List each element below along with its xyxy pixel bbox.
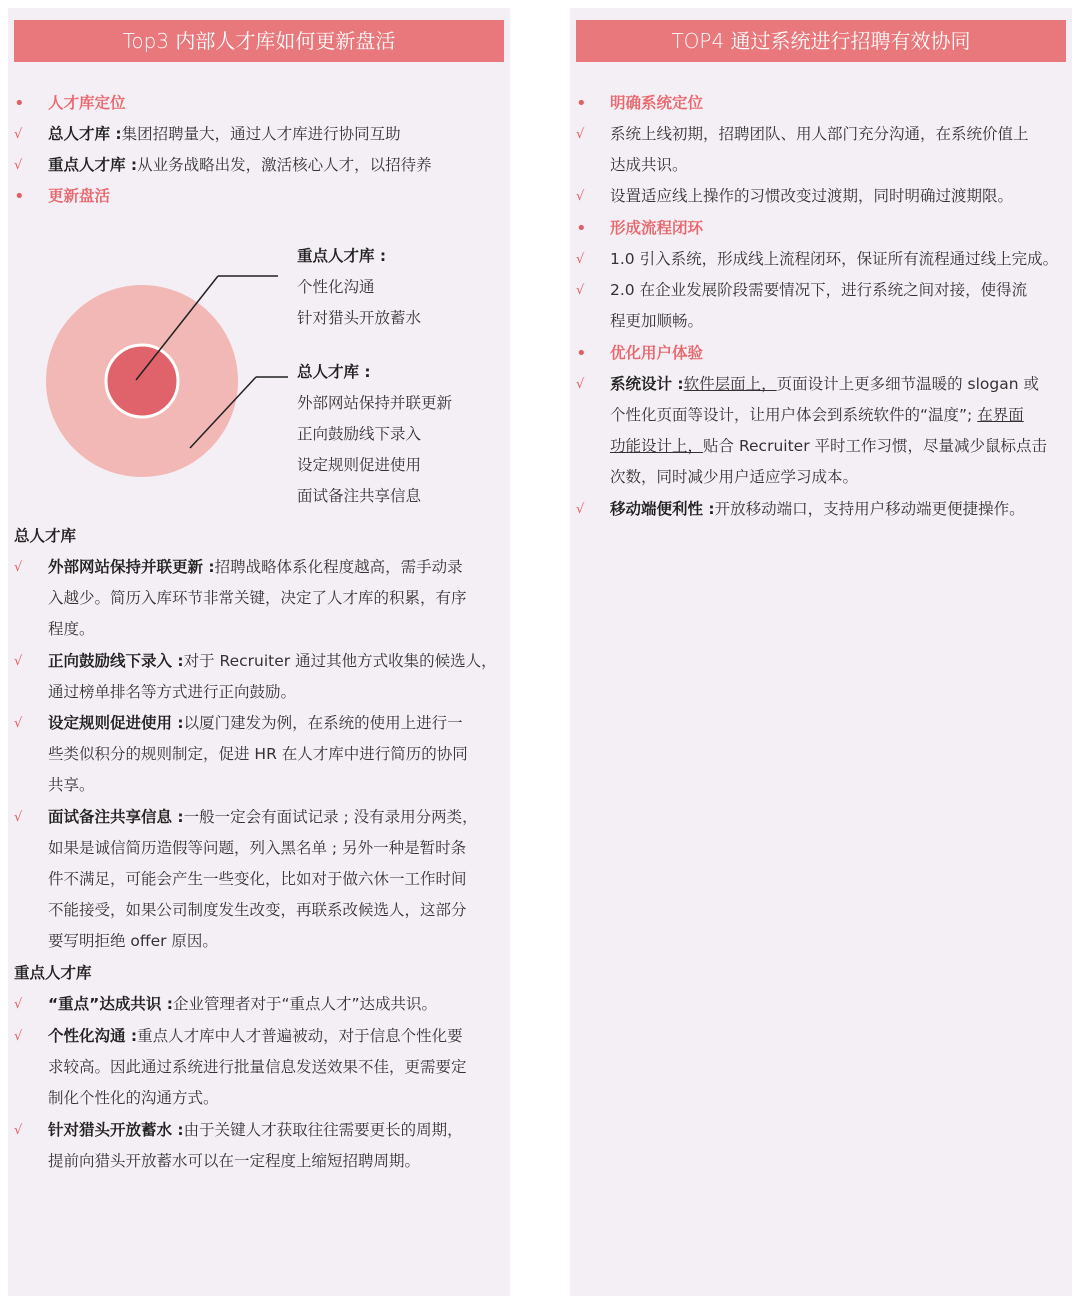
heading-key-pool: 重点人才库	[14, 964, 92, 982]
right-panel	[570, 8, 1072, 1296]
bullet-icon: •	[14, 186, 25, 207]
right-banner-title: TOP4 通过系统进行招聘有效协同	[576, 20, 1066, 62]
diagram-label-general-pool: 总人才库 : 外部网站保持并联更新 正向鼓励线下录入 设定规则促进使用 面试备注共享信息	[297, 363, 453, 505]
list-item: √ 面试备注共享信息 :一般一定会有面试记录 ; 没有录用分两类， 如果是诚信简历造假等问题，列入黑名单 ; 另外一种是暂时条 件不满足，可能会产生一些变化，比如对于做六休一工作时间 不能接受，如果公司制度发生改变，再联系改候选人，这部分 要写明拒绝 offer 原因。	[14, 802, 502, 957]
list-item: √ 重点人才库 :从业务战略出发，激活核心人才，以招待养	[14, 150, 502, 181]
list-item: √ “重点”达成共识 :企业管理者对于“重点人才”达成共识。	[14, 989, 502, 1020]
section-process-loop: • 形成流程闭环	[576, 213, 1064, 244]
list-item: √ 系统上线初期，招聘团队、用人部门充分沟通，在系统价值上 达成共识。	[576, 119, 1064, 181]
check-icon: √	[576, 189, 585, 204]
section-talent-pool-positioning: • 人才库定位	[14, 88, 502, 119]
outer-circle-general-pool	[46, 285, 238, 477]
list-item: √ 2.0 在企业发展阶段需要情况下，进行系统之间对接，使得流 程更加顺畅。	[576, 275, 1064, 337]
list-item-system-design: √ 系统设计 :软件层面上，页面设计上更多细节温暖的 slogan 或 个性化页面等设计，让用户体会到系统软件的“温度”; 在界面 功能设计上，贴合 Recruiter 平时工作习惯，尽量减少鼠标点击 次数，同时减少用户适应学习成本。	[576, 369, 1064, 493]
check-icon: √	[576, 377, 585, 392]
bullet-icon: •	[576, 93, 587, 114]
inner-circle-key-pool	[106, 345, 178, 417]
check-icon: √	[14, 1123, 23, 1138]
heading-general-pool: 总人才库	[14, 527, 77, 545]
diagram-label-key-pool: 重点人才库 : 个性化沟通 针对猎头开放蓄水	[297, 247, 422, 327]
bullet-icon: •	[576, 343, 587, 364]
list-item: √ 设置适应线上操作的习惯改变过渡期，同时明确过渡期限。	[576, 181, 1064, 212]
bullet-icon: •	[576, 218, 587, 239]
check-icon: √	[576, 252, 585, 267]
check-icon: √	[14, 997, 23, 1012]
list-item: √ 总人才库 :集团招聘量大，通过人才库进行协同互助	[14, 119, 502, 150]
list-item: √ 针对猎头开放蓄水 :由于关键人才获取往往需要更长的周期， 提前向猎头开放蓄水可以在一定程度上缩短招聘周期。	[14, 1115, 502, 1177]
check-icon: √	[14, 560, 23, 575]
check-icon: √	[14, 158, 23, 173]
list-item: √ 1.0 引入系统，形成线上流程闭环，保证所有流程通过线上完成。	[576, 244, 1064, 275]
leader-line-general-pool	[190, 377, 256, 448]
check-icon: √	[14, 716, 23, 731]
list-item: √ 个性化沟通 :重点人才库中人才普遍被动，对于信息个性化要 求较高。因此通过系统进行批量信息发送效果不佳，更需要定 制化个性化的沟通方式。	[14, 1021, 502, 1114]
left-banner-title: Top3 内部人才库如何更新盘活	[14, 20, 504, 62]
check-icon: √	[14, 654, 23, 669]
check-icon: √	[14, 810, 23, 825]
check-icon: √	[14, 127, 23, 142]
list-item: √ 外部网站保持并联更新 :招聘战略体系化程度越高，需手动录 入越少。简历入库环节非常关键，决定了人才库的积累，有序 程度。	[14, 552, 502, 645]
check-icon: √	[576, 283, 585, 298]
check-icon: √	[14, 1029, 23, 1044]
check-icon: √	[576, 502, 585, 517]
check-icon: √	[576, 127, 585, 142]
left-panel	[8, 8, 510, 1296]
section-system-positioning: • 明确系统定位	[576, 88, 1064, 119]
section-user-experience: • 优化用户体验	[576, 338, 1064, 369]
list-item: √ 设定规则促进使用 :以厦门建发为例，在系统的使用上进行一 些类似积分的规则制定，促进 HR 在人才库中进行简历的协同 共享。	[14, 708, 502, 801]
list-item-mobile: √ 移动端便利性 :开放移动端口，支持用户移动端更便捷操作。	[576, 494, 1064, 525]
bullet-icon: •	[14, 93, 25, 114]
section-update-revitalize: • 更新盘活	[14, 181, 502, 212]
list-item: √ 正向鼓励线下录入 :对于 Recruiter 通过其他方式收集的候选人， 通过榜单排名等方式进行正向鼓励。	[14, 646, 502, 708]
leader-line-key-pool	[136, 276, 218, 380]
